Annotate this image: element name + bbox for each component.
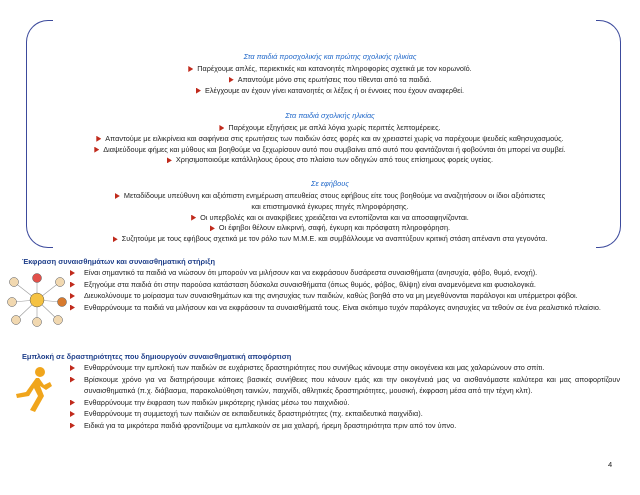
list-item: Οι έφηβοι θέλουν ειλικρινή, σαφή, έγκυρη και πρόσφατη πληροφόρηση. xyxy=(60,223,600,234)
bullet-icon xyxy=(70,282,75,288)
bullet-icon xyxy=(70,293,75,299)
list-item: Ειδικά για τα μικρότερα παιδιά φροντίζουμε να εμπλακούν σε μια χαλαρή, ήρεμη δραστηριότητα πριν από τον ύπνο. xyxy=(70,420,620,432)
list-item: Βρίσκουμε χρόνο για να διατηρήσουμε κάποιες βασικές συνήθειες που κάνουν εμάς και την οικογένειά μας να αισθανόμαστε καλύτερα και μας αποφορτίζουν συναισθηματικά (π.χ. διάβασμα, παρακολούθηση ταινιών, παιχνίδι, αθλητικές δραστηριότητες, μουσική, έκφραση μέσα από την τέχνη κλπ). xyxy=(70,374,620,397)
bullet-icon xyxy=(191,215,196,221)
list-item: Ενθαρρύνουμε την εμπλοκή των παιδιών σε ευχάριστες δραστηριότητες που συνήθως κάνουμε στην οικογένεια και μας χαλαρώνουν στο σπίτι. xyxy=(70,362,620,374)
bullet-icon xyxy=(70,377,75,383)
section-heading: Στα παιδιά προσχολικής και πρώτης σχολικής ηλικίας xyxy=(243,52,417,61)
running-person-icon xyxy=(10,366,54,416)
list-item: Μεταδίδουμε υπεύθυνη και αξιόπιστη ενημέρωση απευθείας στους εφήβους είτε τους βοηθούμε να αναζητήσουν οι ίδιοι αξιόπιστες xyxy=(60,191,600,202)
bullet-icon xyxy=(94,147,99,153)
left-bracket xyxy=(26,20,53,248)
bullet-icon xyxy=(113,236,118,242)
bullet-icon xyxy=(167,157,172,163)
activities-heading: Εμπλοκή σε δραστηριότητες που δημιουργούν συναισθηματική αποφόρτιση xyxy=(22,352,292,361)
list-item: Εξηγούμε στα παιδιά ότι στην παρούσα κατάσταση δύσκολα συναισθήματα (όπως θυμός, φόβος, θλίψη) είναι αναμενόμενα και φυσιολογικά. xyxy=(70,279,620,291)
list-item: Διευκολύνουμε το μοίρασμα των συναισθημάτων και της ανησυχίας των παιδιών, καθώς βοηθά στο να μη μεγεθύνονται παράλογοι και υπέρμετροι φόβοι. xyxy=(70,290,620,302)
emotions-faces-icon xyxy=(4,272,70,328)
section-teens xyxy=(60,179,600,245)
bullet-icon xyxy=(70,423,75,429)
bullet-icon xyxy=(210,225,215,231)
bullet-icon xyxy=(219,125,224,131)
bullet-icon xyxy=(70,270,75,276)
list-item: Ενθαρρύνουμε τη συμμετοχή των παιδιών σε εκπαιδευτικές δραστηριότητες (πχ. εκπαιδευτικά παιχνίδια). xyxy=(70,408,620,420)
list-item-continuation: και επιστημονικά έγκυρες πηγές πληροφόρησης. xyxy=(251,201,409,211)
list-item: Οι υπερβολές και οι ανακρίβειες χρειάζεται να εντοπίζονται και να αποσαφηνίζονται. xyxy=(60,213,600,224)
list-item: Συζητούμε με τους εφήβους σχετικά με τον ρόλο των Μ.Μ.Ε. και συμβάλλουμε να αναπτύξουν κριτική στάση απέναντι στα γεγονότα. xyxy=(60,234,600,245)
section-heading: Στα παιδιά σχολικής ηλικίας xyxy=(285,111,375,120)
bullet-icon xyxy=(70,411,75,417)
emotional-list xyxy=(70,267,620,313)
bullet-icon xyxy=(196,88,201,94)
list-item: Ενθαρρύνουμε την έκφραση των παιδιών μικρότερης ηλικίας μέσω του παιχνιδιού. xyxy=(70,397,620,409)
emotional-heading: Έκφραση συναισθημάτων και συναισθηματική στήριξη xyxy=(22,257,215,266)
bullet-icon xyxy=(70,305,75,311)
bullet-icon xyxy=(70,365,75,371)
list-item: Είναι σημαντικό τα παιδιά να νιώσουν ότι μπορούν να μιλήσουν και να εκφράσουν δυσάρεστα συναισθήματα (ανησυχία, φόβο, θυμό, ενοχή). xyxy=(70,267,620,279)
section-heading: Σε εφήβους xyxy=(311,179,349,188)
list-item: Ελέγχουμε αν έχουν γίνει κατανοητές οι λέξεις ή οι έννοιες που έχουν αναφερθεί. xyxy=(60,86,600,97)
activities-list xyxy=(70,362,620,431)
page-number: 4 xyxy=(608,460,613,469)
list-item: Παρέχουμε απλές, περιεκτικές και κατανοητές πληροφορίες σχετικά με τον κορωνοϊό. xyxy=(60,64,600,75)
section-preschool xyxy=(60,52,600,96)
bullet-icon xyxy=(70,400,75,406)
section-school-age xyxy=(60,111,600,166)
bullet-icon xyxy=(188,66,193,72)
bullet-icon xyxy=(96,136,101,142)
list-item: Απαντούμε με ειλικρίνεια και σαφήνεια στις ερωτήσεις των παιδιών όσες φορές και αν χρειαστεί χωρίς να παρέχουμε ψευδείς καθησυχασμούς. xyxy=(60,134,600,145)
list-item: Διαψεύδουμε φήμες και μύθους και βοηθούμε να ξεχωρίσουν αυτό που συμβαίνει από αυτό που φαντάζονται ή φοβούνται ότι μπορεί να συμβεί. xyxy=(60,145,600,156)
list-item: Παρέχουμε εξηγήσεις με απλά λόγια χωρίς περιττές λεπτομέρειες. xyxy=(60,123,600,134)
list-item: Απαντούμε μόνο στις ερωτήσεις που τίθενται από τα παιδιά. xyxy=(60,75,600,86)
list-item: Ενθαρρύνουμε τα παιδιά να μιλήσουν και να εκφράσουν τα συναισθήματά τους. Είναι σκόπιμο τυχόν παράλογες ανησυχίες να τεθούν σε ένα ρεαλιστικό πλαίσιο. xyxy=(70,302,620,314)
bullet-icon xyxy=(115,193,120,199)
bullet-icon xyxy=(229,77,234,83)
list-item: Χρησιμοποιούμε κατάλληλους όρους στο πλαίσιο των οδηγιών από τους επίσημους φορείς υγείας. xyxy=(60,155,600,166)
